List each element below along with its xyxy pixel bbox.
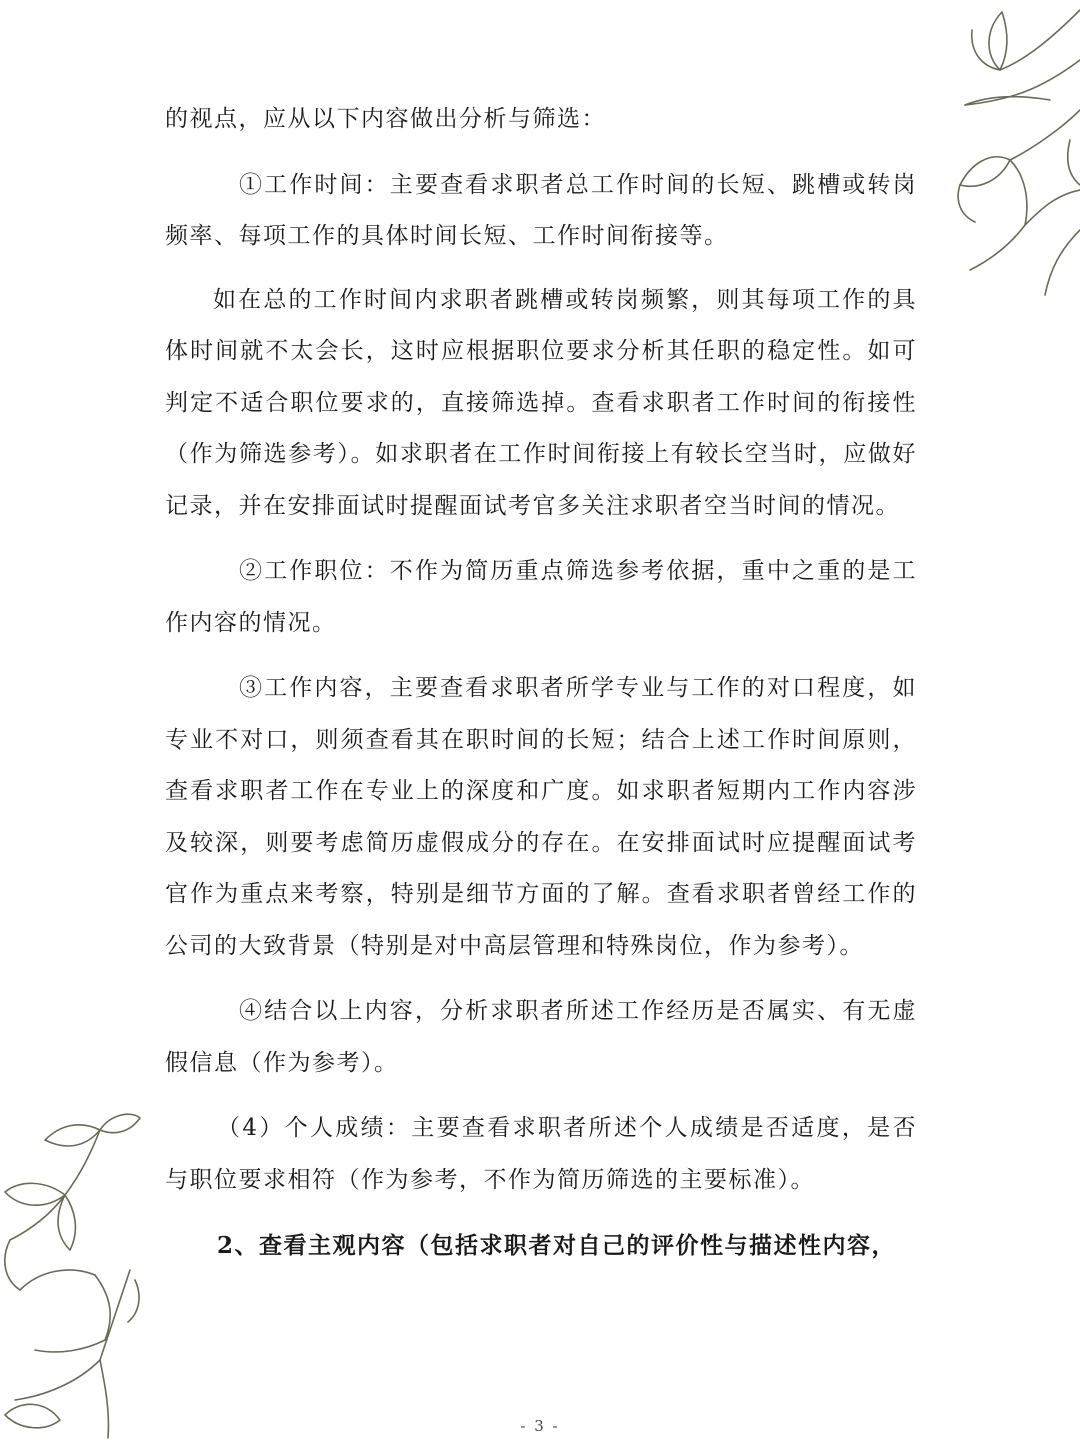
blossom-flower-illustration-icon bbox=[0, 1100, 150, 1440]
page-number: - 3 - bbox=[520, 1417, 560, 1435]
paragraph-work-content: ③工作内容，主要查看求职者所学专业与工作的对口程度，如专业不对口，则须查看其在职时间的长短；结合上述工作时间原则，查看求职者工作在专业上的深度和广度。如求职者短期内工作内容涉及较深，则要考虑简历虚假成分的存在。在安排面试时应提醒面试考官作为重点来考察，特别是细节方面的了解。查看求职者曾经工作的公司的大致背景（特别是对中高层管理和特殊岗位，作为参考）。 bbox=[165, 675, 917, 959]
paragraph-combined-analysis: ④结合以上内容，分析求职者所述工作经历是否属实、有无虚假信息（作为参考）。 bbox=[165, 998, 917, 1076]
paragraph-intro: 的视点，应从以下内容做出分析与筛选： bbox=[165, 106, 606, 132]
document-page bbox=[165, 94, 917, 1272]
paragraph-work-position: ②工作职位：不作为简历重点筛选参考依据，重中之重的是工作内容的情况。 bbox=[165, 558, 917, 636]
section-heading-subjective-content: 2、查看主观内容（包括求职者对自己的评价性与描述性内容， bbox=[217, 1232, 897, 1259]
lily-flower-illustration-icon bbox=[930, 0, 1080, 300]
paragraph-personal-achievement: （4）个人成绩：主要查看求职者所述个人成绩是否适度，是否与职位要求相符（作为参考，不作为简历筛选的主要标准）。 bbox=[165, 1115, 917, 1193]
paragraph-job-hopping: 如在总的工作时间内求职者跳槽或转岗频繁，则其每项工作的具体时间就不太会长，这时应根据职位要求分析其任职的稳定性。如可判定不适合职位要求的，直接筛选掉。查看求职者工作时间的衔接性（作为筛选参考）。如求职者在工作时间衔接上有较长空当时，应做好记录，并在安排面试时提醒面试考官多关注求职者空当时间的情况。 bbox=[165, 286, 917, 519]
paragraph-work-time: ①工作时间：主要查看求职者总工作时间的长短、跳槽或转岗频率、每项工作的具体时间长短、工作时间衔接等。 bbox=[165, 171, 917, 249]
